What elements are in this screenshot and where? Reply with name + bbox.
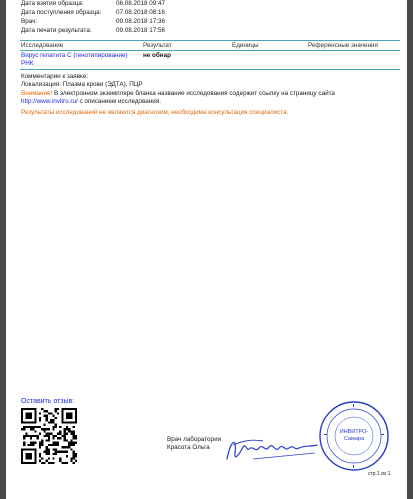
feedback-qr-code[interactable] — [21, 408, 77, 464]
doctor-name: Красота Ольга — [167, 444, 210, 451]
col-header-test: Исследование — [21, 42, 64, 49]
stamp-company-name: ИНВИТРО- — [339, 429, 369, 435]
invitro-link[interactable]: http://www.invitro.ru/ — [21, 98, 78, 105]
notice-text2: с описанием исследования. — [77, 98, 161, 105]
sample-date-label: Дата взятия образца: — [21, 0, 84, 7]
doctor-value: 09.08.2018 17:36 — [116, 18, 166, 25]
notice-line1 — [21, 91, 335, 97]
lab-report-page — [6, 0, 407, 499]
col-header-reference: Референсные значения — [308, 42, 378, 49]
print-date-value: 09.08.2018 17:56 — [116, 27, 166, 34]
company-stamp — [318, 400, 390, 472]
doctor-label: Врач: — [21, 18, 38, 25]
comments-title: Комментарии к заявке: — [21, 73, 89, 80]
receipt-date-label: Дата поступления образца: — [21, 9, 102, 16]
col-header-units: Единицы — [232, 42, 259, 49]
receipt-date-value: 07.08.2018 08:16 — [116, 9, 166, 16]
test-name-link[interactable]: Вирус гепатита С (генотипирование) — [21, 52, 128, 59]
notice-text1: В электронном экземпляре бланка название исследования содержит ссылку на страницу сайта — [52, 90, 335, 97]
table-header-rule — [20, 50, 400, 51]
col-header-result: Результат — [143, 42, 172, 49]
print-date-label: Дата печати результата: — [21, 27, 92, 34]
doctor-signature — [223, 433, 319, 465]
notice-line2 — [21, 99, 161, 105]
sample-date-value: 06.08.2018 09:47 — [116, 0, 166, 7]
stamp-company-city: Самара — [343, 436, 365, 442]
doctor-title: Врач лаборатории — [167, 436, 222, 443]
table-top-rule — [20, 40, 400, 41]
page-number: стр.1 из 1 — [368, 471, 391, 477]
disclaimer-text: Результаты исследований не являются диагнозом, необходима консультация специалиста. — [21, 109, 289, 116]
test-result-value: не обнар — [143, 52, 171, 59]
feedback-label[interactable]: Оставить отзыв: — [21, 398, 75, 405]
notice-warning: Внимание! — [21, 90, 53, 97]
comments-localization: Локализация: Плазма крови (ЭДТА), ПЦР — [21, 81, 143, 88]
test-name-link-line2[interactable]: РНК — [21, 60, 34, 67]
table-bottom-rule — [20, 69, 400, 70]
